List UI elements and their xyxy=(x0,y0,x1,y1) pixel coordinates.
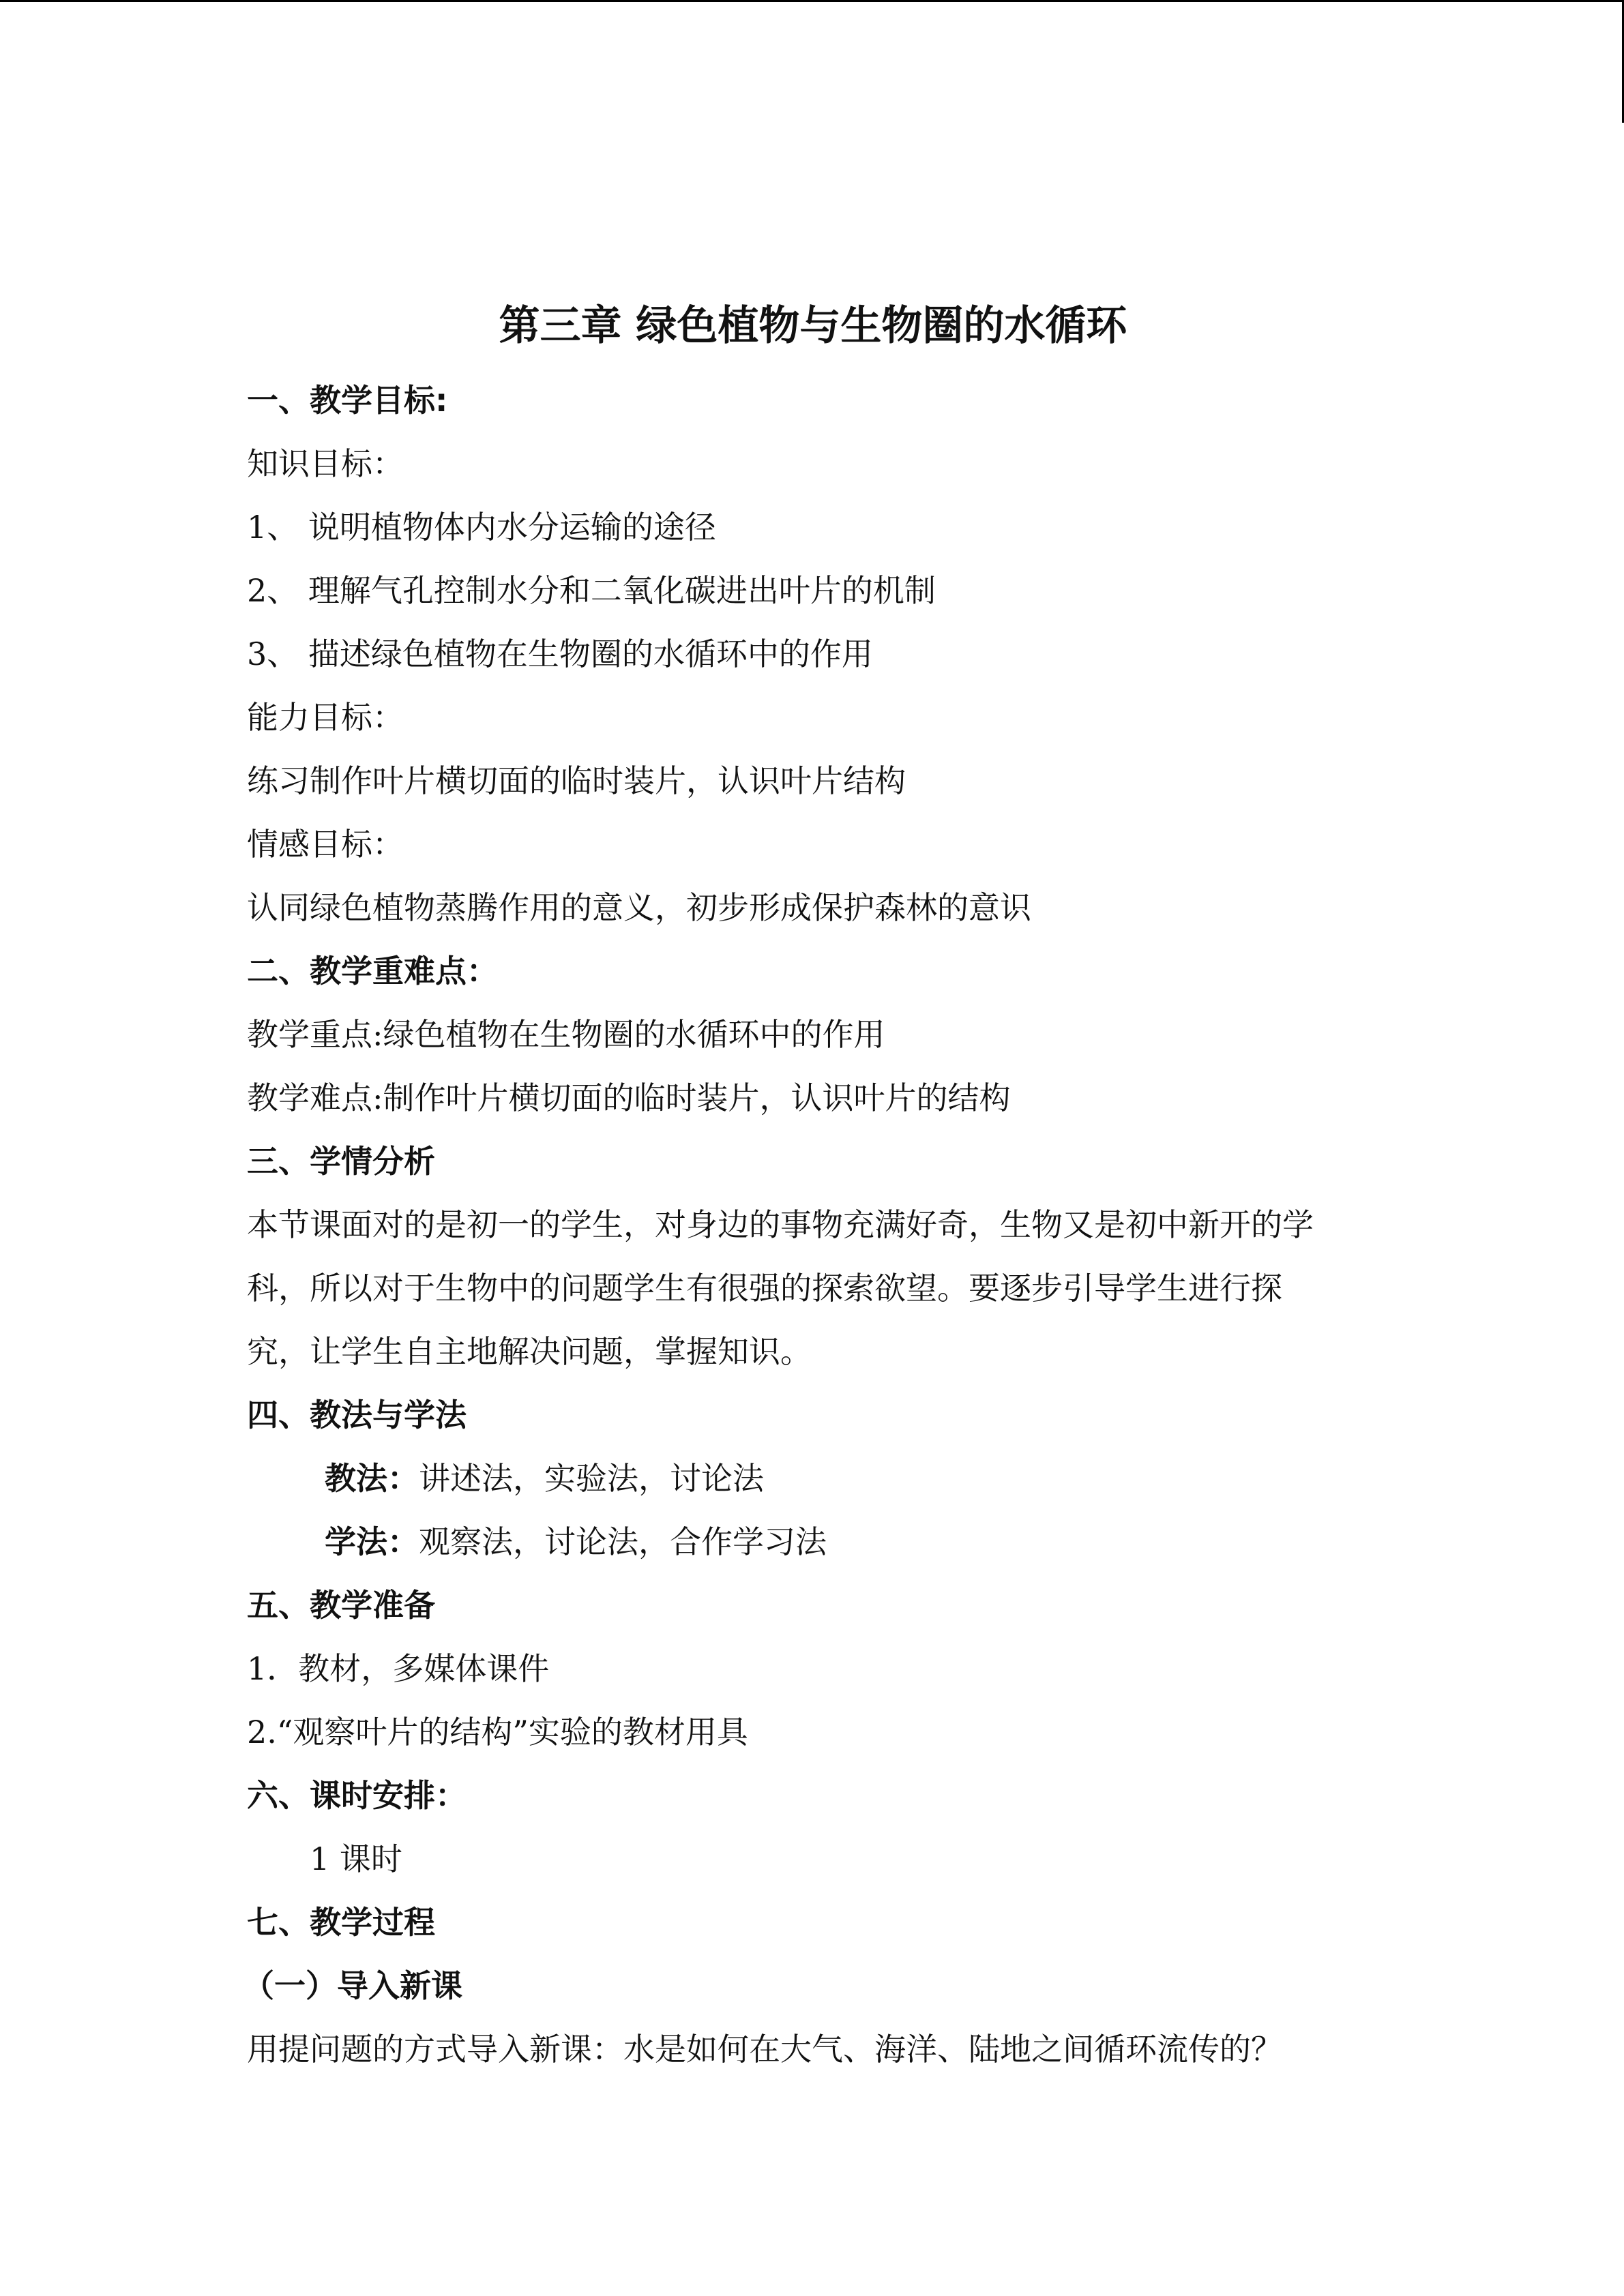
learning-method-label: 学法： xyxy=(325,1523,419,1560)
key-point: 教学重点:绿色植物在生物圈的水循环中的作用 xyxy=(247,1016,885,1053)
knowledge-objective-3: 3、 描述绿色植物在生物圈的水循环中的作用 xyxy=(247,636,873,672)
section-heading-methods: 四、教法与学法 xyxy=(247,1397,467,1433)
introduction-text: 用提问题的方式导入新课：水是如何在大气、海洋、陆地之间循环流传的？ xyxy=(247,2031,1282,2068)
analysis-paragraph-line-2: 科，所以对于生物中的问题学生有很强的探索欲望。要逐步引导学生进行探 xyxy=(247,1270,1282,1307)
knowledge-objective-2: 2、 理解气孔控制水分和二氧化碳进出叶片的机制 xyxy=(247,572,936,609)
emotion-objective: 认同绿色植物蒸腾作用的意义，初步形成保护森林的意识 xyxy=(247,889,1031,926)
subsection-heading-introduction: （一）导入新课 xyxy=(243,1967,462,2004)
preparation-item-2: 2.“观察叶片的结构”实验的教材用具 xyxy=(247,1714,748,1750)
preparation-item-1: 1．教材，多媒体课件 xyxy=(247,1650,550,1687)
section-heading-preparation: 五、教学准备 xyxy=(247,1587,435,1624)
section-heading-schedule: 六、课时安排： xyxy=(247,1777,467,1814)
section-heading-analysis: 三、学情分析 xyxy=(247,1143,435,1180)
learning-method-line xyxy=(325,1521,827,1562)
section-heading-key-points: 二、教学重难点： xyxy=(247,953,498,989)
document-title: 第三章 绿色植物与生物圈的水循环 xyxy=(499,302,1127,350)
difficult-point: 教学难点:制作叶片横切面的临时装片，认识叶片的结构 xyxy=(247,1079,1011,1116)
teaching-method-value: 讲述法，实验法，讨论法 xyxy=(419,1460,764,1497)
learning-method-value: 观察法，讨论法，合作学习法 xyxy=(419,1523,827,1560)
period-count: 1 课时 xyxy=(310,1840,402,1877)
ability-objective: 练习制作叶片横切面的临时装片，认识叶片结构 xyxy=(247,762,906,799)
teaching-method-label: 教法： xyxy=(325,1460,419,1497)
ability-objectives-label: 能力目标： xyxy=(247,699,404,736)
teaching-method-line xyxy=(325,1458,764,1499)
section-heading-process: 七、教学过程 xyxy=(247,1904,435,1941)
top-border-line xyxy=(0,0,1624,2)
emotion-objectives-label: 情感目标： xyxy=(247,826,404,863)
knowledge-objective-1: 1、 说明植物体内水分运输的途径 xyxy=(247,509,716,546)
analysis-paragraph-line-3: 究，让学生自主地解决问题，掌握知识。 xyxy=(247,1333,812,1370)
knowledge-objectives-label: 知识目标： xyxy=(247,445,404,482)
analysis-paragraph-line-1: 本节课面对的是初一的学生，对身边的事物充满好奇，生物又是初中新开的学 xyxy=(247,1206,1314,1243)
section-heading-objectives: 一、教学目标: xyxy=(247,382,448,419)
